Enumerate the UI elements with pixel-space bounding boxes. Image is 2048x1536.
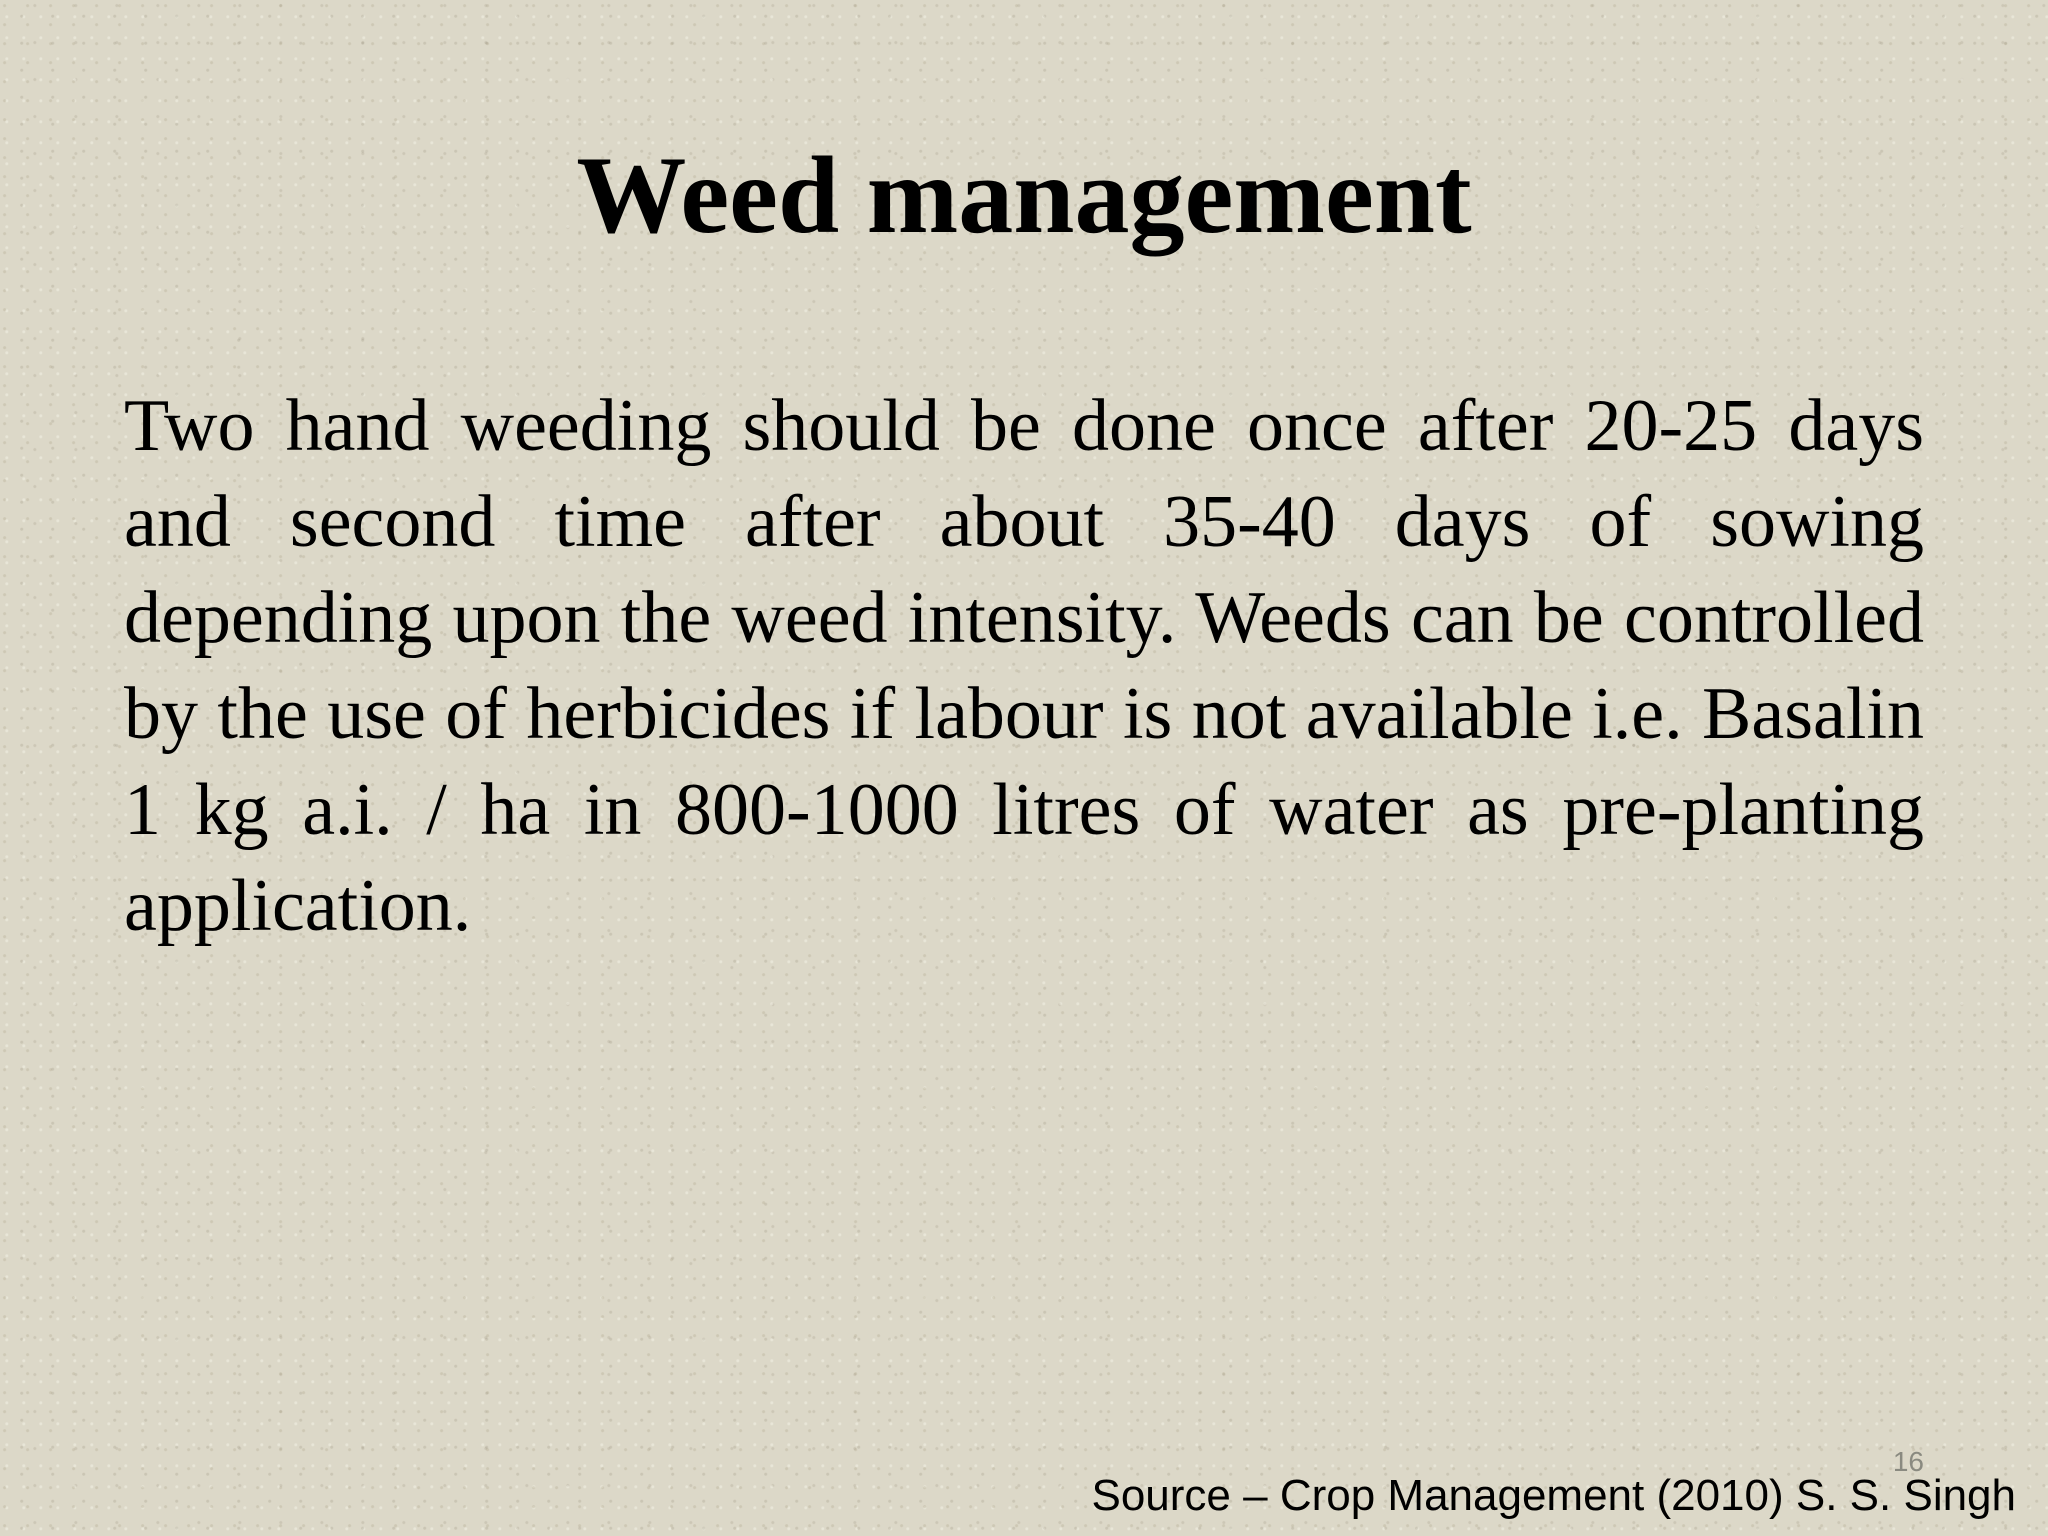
source-citation: Source – Crop Management (2010) S. S. Singh [1091, 1471, 2016, 1520]
slide-body-text: Two hand weeding should be done once after 20-25 days and second time after about 35-40 days of sowing depending upon the weed intensity. Weeds can be controlled by the use of herbicides if labour is not available i.e. Basalin 1 kg a.i. / ha in 800-1000 litres of water as pre-planting application. [124, 385, 1924, 947]
slide-number: 16 [1892, 1446, 1924, 1477]
slide-title: Weed management [576, 134, 1472, 256]
